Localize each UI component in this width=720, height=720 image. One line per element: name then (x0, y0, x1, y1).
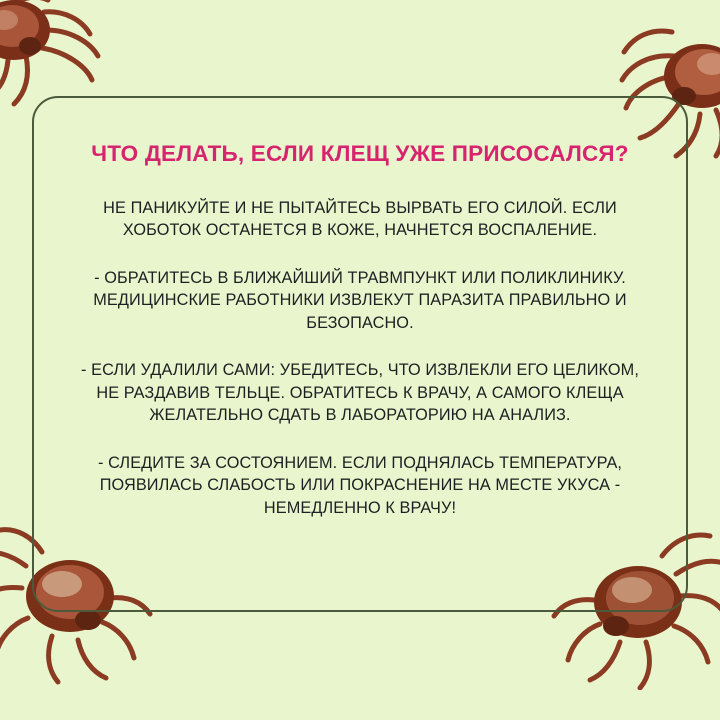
advice-paragraph-4: - СЛЕДИТЕ ЗА СОСТОЯНИЕМ. ЕСЛИ ПОДНЯЛАСЬ ТЕМПЕРАТУРА, ПОЯВИЛАСЬ СЛАБОСТЬ ИЛИ ПОКРАСНЕНИЕ НА МЕСТЕ УКУСА - НЕМЕДЛЕННО К ВРАЧУ! (97, 453, 623, 517)
advice-paragraph-1: НЕ ПАНИКУЙТЕ И НЕ ПЫТАЙТЕСЬ ВЫРВАТЬ ЕГО СИЛОЙ. ЕСЛИ ХОБОТОК ОСТАНЕТСЯ В КОЖЕ, НАЧНЕТСЯ ВОСПАЛЕНИЕ. (103, 199, 617, 240)
advice-paragraph-2: - ОБРАТИТЕСЬ В БЛИЖАЙШИЙ ТРАВМПУНКТ ИЛИ ПОЛИКЛИНИКУ. МЕДИЦИНСКИЕ РАБОТНИКИ ИЗВЛЕКУТ ПАРАЗИТА ПРАВИЛЬНО И БЕЗОПАСНО. (93, 268, 627, 332)
advice-paragraph-3: - ЕСЛИ УДАЛИЛИ САМИ: УБЕДИТЕСЬ, ЧТО ИЗВЛЕКЛИ ЕГО ЦЕЛИКОМ, НЕ РАЗДАВИВ ТЕЛЬЦЕ. ОБРАТИТЕСЬ К ВРАЧУ, А САМОГО КЛЕЩА ЖЕЛАТЕЛЬНО СДАТЬ В ЛАБОРАТОРИЮ НА АНАЛИЗ. (81, 361, 639, 425)
page-title: ЧТО ДЕЛАТЬ, ЕСЛИ КЛЕЩ УЖЕ ПРИСОСАЛСЯ? (91, 141, 629, 166)
poster-content (46, 104, 674, 519)
